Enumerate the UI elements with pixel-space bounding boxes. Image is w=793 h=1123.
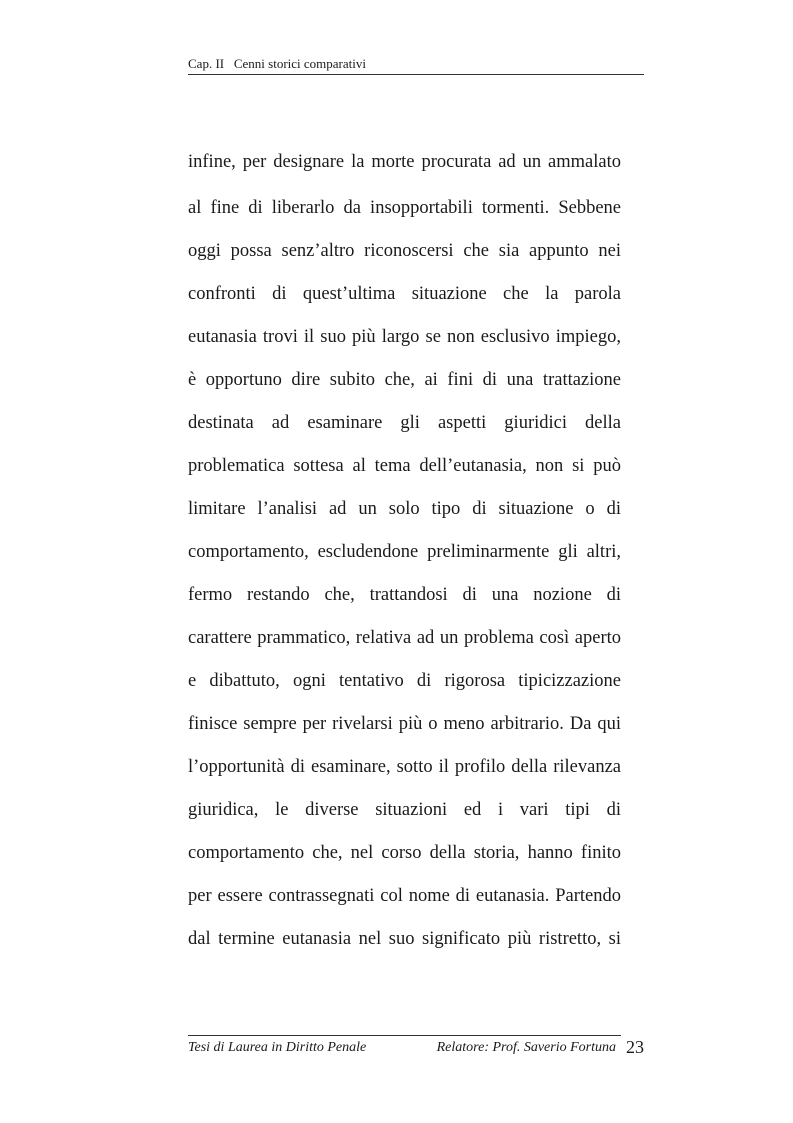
text-line: è opportuno dire subito che, ai fini di una trattazione — [188, 370, 621, 390]
text-line: eutanasia trovi il suo più largo se non esclusivo impiego, — [188, 327, 621, 347]
text-line: giuridica, le diverse situazioni ed i vari tipi di — [188, 800, 621, 820]
text-line: confronti di quest’ultima situazione che la parola — [188, 284, 621, 304]
text-line: finisce sempre per rivelarsi più o meno arbitrario. Da qui — [188, 714, 621, 734]
chapter-title: Cap. II Cenni storici comparativi — [188, 56, 366, 71]
text-line: infine, per designare la morte procurata ad un ammalato — [188, 152, 621, 172]
text-line: fermo restando che, trattandosi di una nozione di — [188, 585, 621, 605]
text-line: comportamento che, nel corso della storia, hanno finito — [188, 843, 621, 863]
text-line: destinata ad esaminare gli aspetti giuridici della — [188, 413, 621, 433]
text-line: per essere contrassegnati col nome di eutanasia. Partendo — [188, 886, 621, 906]
text-line: al fine di liberarlo da insopportabili tormenti. Sebbene — [188, 198, 621, 218]
text-line: limitare l’analisi ad un solo tipo di situazione o di — [188, 499, 621, 519]
footer-divider — [188, 1035, 621, 1036]
text-line: e dibattuto, ogni tentativo di rigorosa tipicizzazione — [188, 671, 621, 691]
text-line: l’opportunità di esaminare, sotto il profilo della rilevanza — [188, 757, 621, 777]
text-line: carattere prammatico, relativa ad un problema così aperto — [188, 628, 621, 648]
page-header — [188, 56, 644, 75]
text-line: oggi possa senz’altro riconoscersi che sia appunto nei — [188, 241, 621, 261]
thesis-title: Tesi di Laurea in Diritto Penale — [188, 1040, 367, 1055]
text-line: problematica sottesa al tema dell’eutanasia, non si può — [188, 456, 621, 476]
text-line: comportamento, escludendone preliminarmente gli altri, — [188, 542, 621, 562]
page-number: 23 — [626, 1037, 644, 1057]
text-line: dal termine eutanasia nel suo significato più ristretto, si — [188, 929, 621, 949]
supervisor-name: Relatore: Prof. Saverio Fortuna — [436, 1040, 616, 1055]
